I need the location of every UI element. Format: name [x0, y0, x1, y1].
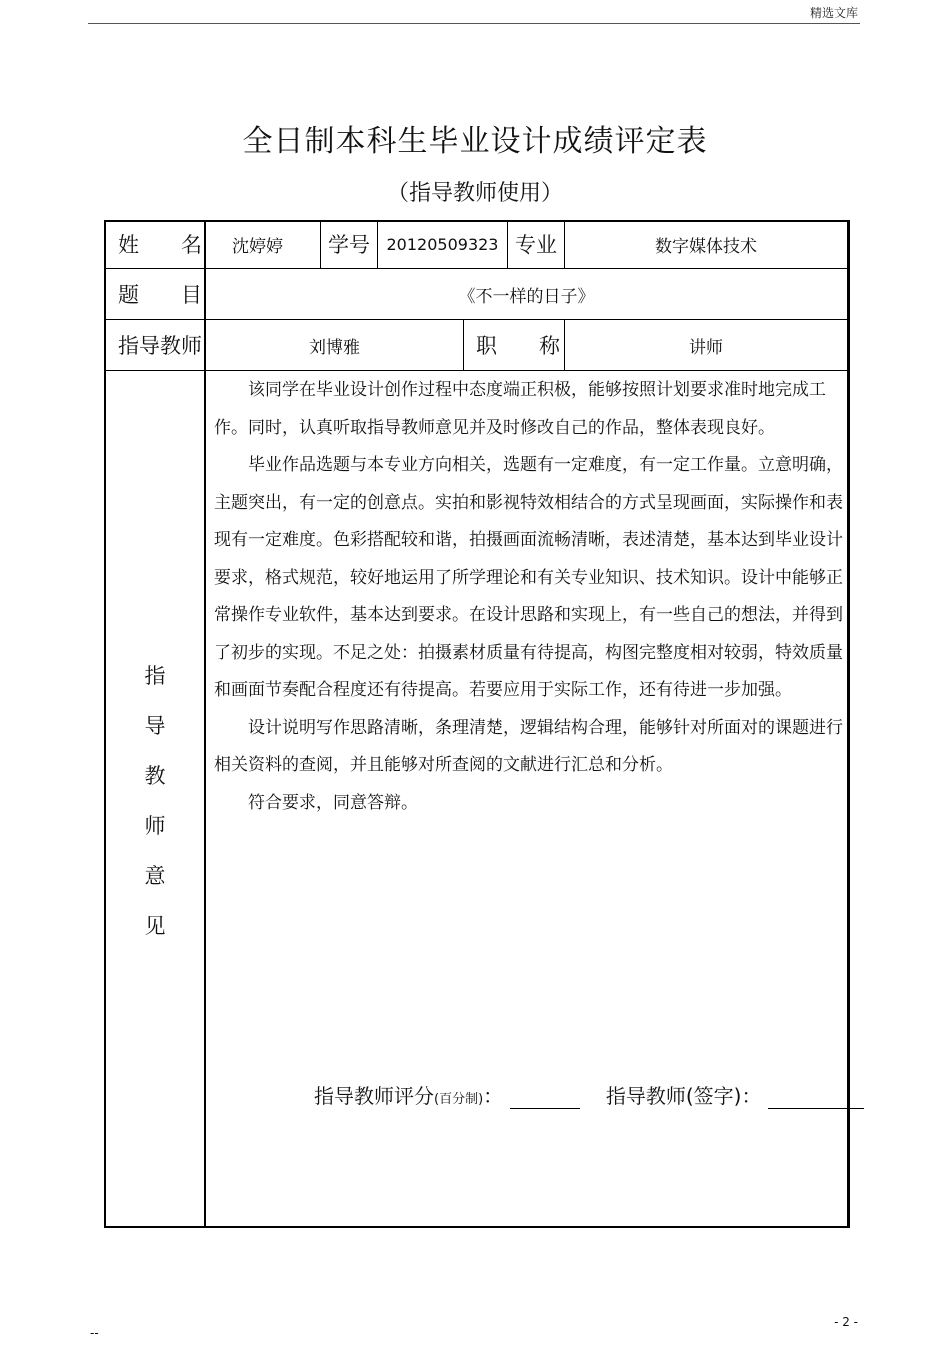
- opinion-label-char: 师: [144, 814, 166, 838]
- score-blank[interactable]: [510, 1086, 580, 1109]
- page-number: - 2 -: [834, 1315, 858, 1329]
- page-title: 全日制本科生毕业设计成绩评定表: [242, 124, 708, 159]
- rank-label: 职 称: [476, 334, 560, 358]
- header-label: 精选文库: [809, 6, 858, 20]
- evaluation-form: [104, 220, 850, 1228]
- advisor-label: 指导教师: [118, 334, 202, 358]
- row-divider: [104, 370, 850, 371]
- signature-label: 指导教师(签字)：: [605, 1084, 762, 1108]
- opinion-label-char: 教: [144, 764, 166, 788]
- advisor-opinion-label: [140, 660, 170, 960]
- rank-value: 讲师: [689, 337, 723, 358]
- major-value: 数字媒体技术: [655, 236, 757, 257]
- student-id-value: 20120509323: [386, 234, 499, 254]
- major-label: 专业: [515, 233, 557, 257]
- opinion-paragraph: 符合要求，同意答辩。: [248, 792, 418, 813]
- score-label: 指导教师评分: [314, 1084, 434, 1108]
- label-column-divider: [204, 220, 206, 1228]
- advisor-opinion-text: [214, 372, 852, 822]
- opinion-label-char: 导: [144, 714, 166, 738]
- opinion-paragraph: 设计说明写作思路清晰，条理清楚，逻辑结构合理，能够针对所面对的课题进行相关资料的查阅，并且能够对所查阅的文献进行汇总和分析。: [214, 717, 843, 775]
- student-id-label: 学号: [328, 233, 370, 257]
- opinion-paragraph: 该同学在毕业设计创作过程中态度端正积极，能够按照计划要求准时地完成工作。同时，认真听取指导教师意见并及时修改自己的作品，整体表现良好。: [214, 380, 826, 438]
- opinion-label-char: 指: [144, 664, 166, 688]
- header-rule: [88, 23, 860, 24]
- col-divider: [463, 319, 464, 370]
- name-value: 沈婷婷: [232, 236, 283, 257]
- score-note: (百分制): [434, 1092, 484, 1107]
- opinion-label-char: 见: [144, 914, 166, 938]
- name-label: 姓 名: [118, 233, 202, 257]
- corner-mark: --: [90, 1326, 99, 1340]
- page-subtitle: （指导教师使用）: [386, 181, 563, 206]
- signature-blank[interactable]: [768, 1086, 864, 1109]
- form-border-left: [104, 220, 106, 1228]
- opinion-label-char: 意: [144, 864, 166, 888]
- form-border-bottom: [104, 1226, 850, 1228]
- score-signature-row: 指导教师评分(百分制)： 指导教师(签字)：: [314, 1080, 854, 1110]
- advisor-value: 刘博雅: [309, 337, 360, 358]
- topic-value: 《不一样的日子》: [458, 286, 595, 307]
- topic-label: 题 目: [118, 283, 202, 307]
- opinion-paragraph: 毕业作品选题与本专业方向相关，选题有一定难度，有一定工作量。立意明确，主题突出，有一定的创意点。实拍和影视特效相结合的方式呈现画面，实际操作和表现有一定难度。色彩搭配较和谐，拍摄画面流畅清晰，表述清楚，基本达到毕业设计要求，格式规范，较好地运用了所学理论和有关专业知识、技术知识。设计中能够正常操作专业软件，基本达到要求。在设计思路和实现上，有一些自己的想法，并得到了初步的实现。不足之处：拍摄素材质量有待提高，构图完整度相对较弱，特效质量和画面节奏配合程度还有待提高。若要应用于实际工作，还有待进一步加强。: [214, 455, 843, 700]
